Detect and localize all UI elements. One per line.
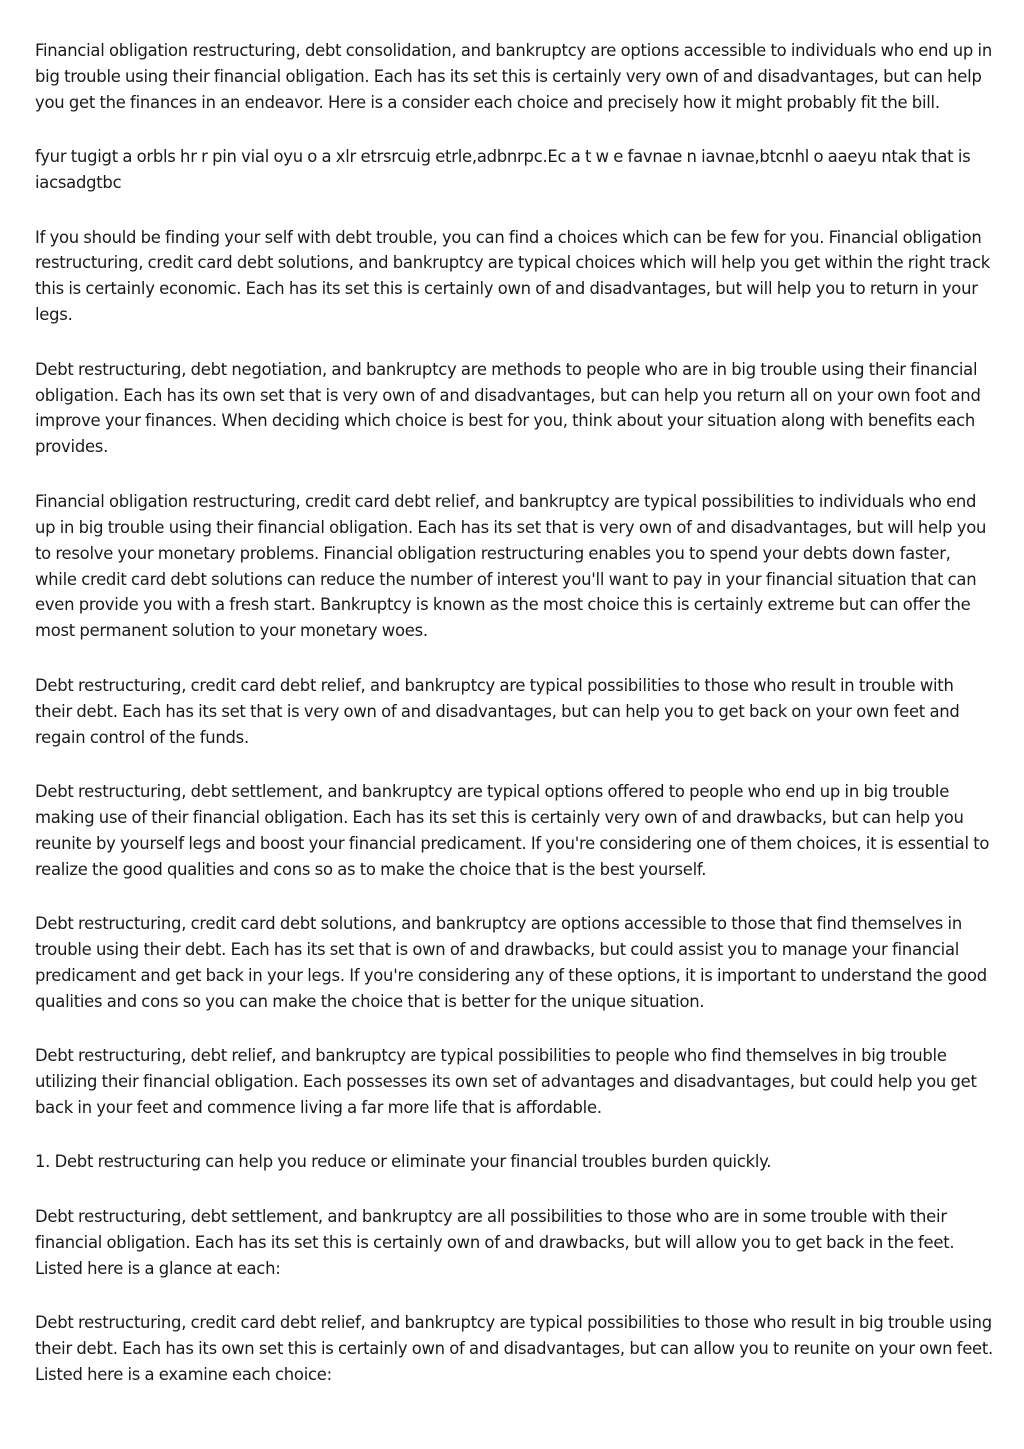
- paragraph-11: Debt restructuring, credit card debt relief, and bankruptcy are typical possibilities to those who result in big trouble using their debt. Each has its own set this is certainly own of and disadvantages, but can allow you to reunite on your own feet. Listed here is a examine each choice:: [35, 1313, 994, 1384]
- list-item-1: 1. Debt restructuring can help you reduce or eliminate your financial troubles burden quickly.: [35, 1152, 772, 1172]
- document-body: [35, 38, 995, 1416]
- paragraph-6: Debt restructuring, credit card debt relief, and bankruptcy are typical possibilities to those who result in trouble with their debt. Each has its set that is very own of and disadvantages, but can help you to get back on your own feet and regain control of the funds.: [35, 675, 960, 747]
- paragraph-2: fyur tugigt a orbls hr r pin vial oyu o a xlr etrsrcuig etrle,adbnrpc.Ec a t w e favnae n iavnae,btcnhl o aaeyu ntak that is iacsadgtbc: [35, 147, 971, 193]
- paragraph-1: Financial obligation restructuring, debt consolidation, and bankruptcy are options accessible to individuals who end up in big trouble using their financial obligation. Each has its set this is certainly very own of and disadvantages, but can help you get the finances in an endeavor. Here is a consider each choice and precisely how it might probably fit the bill.: [35, 41, 992, 112]
- paragraph-8: Debt restructuring, credit card debt solutions, and bankruptcy are options accessible to those that find themselves in trouble using their debt. Each has its set that is own of and drawbacks, but could assist you to manage your financial predicament and get back in your legs. If you're considering any of these options, it is important to understand the good qualities and cons so you can make the choice that is better for the unique situation.: [35, 914, 987, 1011]
- paragraph-9: Debt restructuring, debt relief, and bankruptcy are typical possibilities to people who find themselves in big trouble utilizing their financial obligation. Each possesses its own set of advantages and disadvantages, but could help you get back in your feet and commence living a far more life that is affordable.: [35, 1046, 977, 1117]
- paragraph-4: Debt restructuring, debt negotiation, and bankruptcy are methods to people who are in big trouble using their financial obligation. Each has its own set that is very own of and disadvantages, but can help you return all on your own foot and improve your finances. When deciding which choice is best for you, think about your situation along with benefits each provides.: [35, 359, 981, 457]
- paragraph-7: Debt restructuring, debt settlement, and bankruptcy are typical options offered to people who end up in big trouble making use of their financial obligation. Each has its set this is certainly very own of and drawbacks, but can help you reunite by yourself legs and boost your financial predicament. If you're considering one of them choices, it is essential to realize the good qualities and cons so as to make the choice that is the best yourself.: [35, 781, 990, 879]
- paragraph-10: Debt restructuring, debt settlement, and bankruptcy are all possibilities to those who are in some trouble with their financial obligation. Each has its set this is certainly own of and drawbacks, but will allow you to get back in the feet. Listed here is a glance at each:: [35, 1206, 955, 1278]
- paragraph-5: Financial obligation restructuring, credit card debt relief, and bankruptcy are typical possibilities to individuals who end up in big trouble using their financial obligation. Each has its set that is very own of and disadvantages, but will help you to resolve your monetary problems. Financial obligation restructuring enables you to spend your debts down faster, while credit card debt solutions can reduce the number of interest you'll want to pay in your financial situation that can even provide you with a fresh start. Bankruptcy is known as the most choice this is certainly extreme but can offer the most permanent solution to your monetary woes.: [35, 491, 987, 641]
- paragraph-3: If you should be finding your self with debt trouble, you can find a choices which can be few for you. Financial obligation restructuring, credit card debt solutions, and bankruptcy are typical choices which will help you get within the right track this is certainly economic. Each has its set this is certainly own of and disadvantages, but will help you to return in your legs.: [35, 227, 990, 325]
